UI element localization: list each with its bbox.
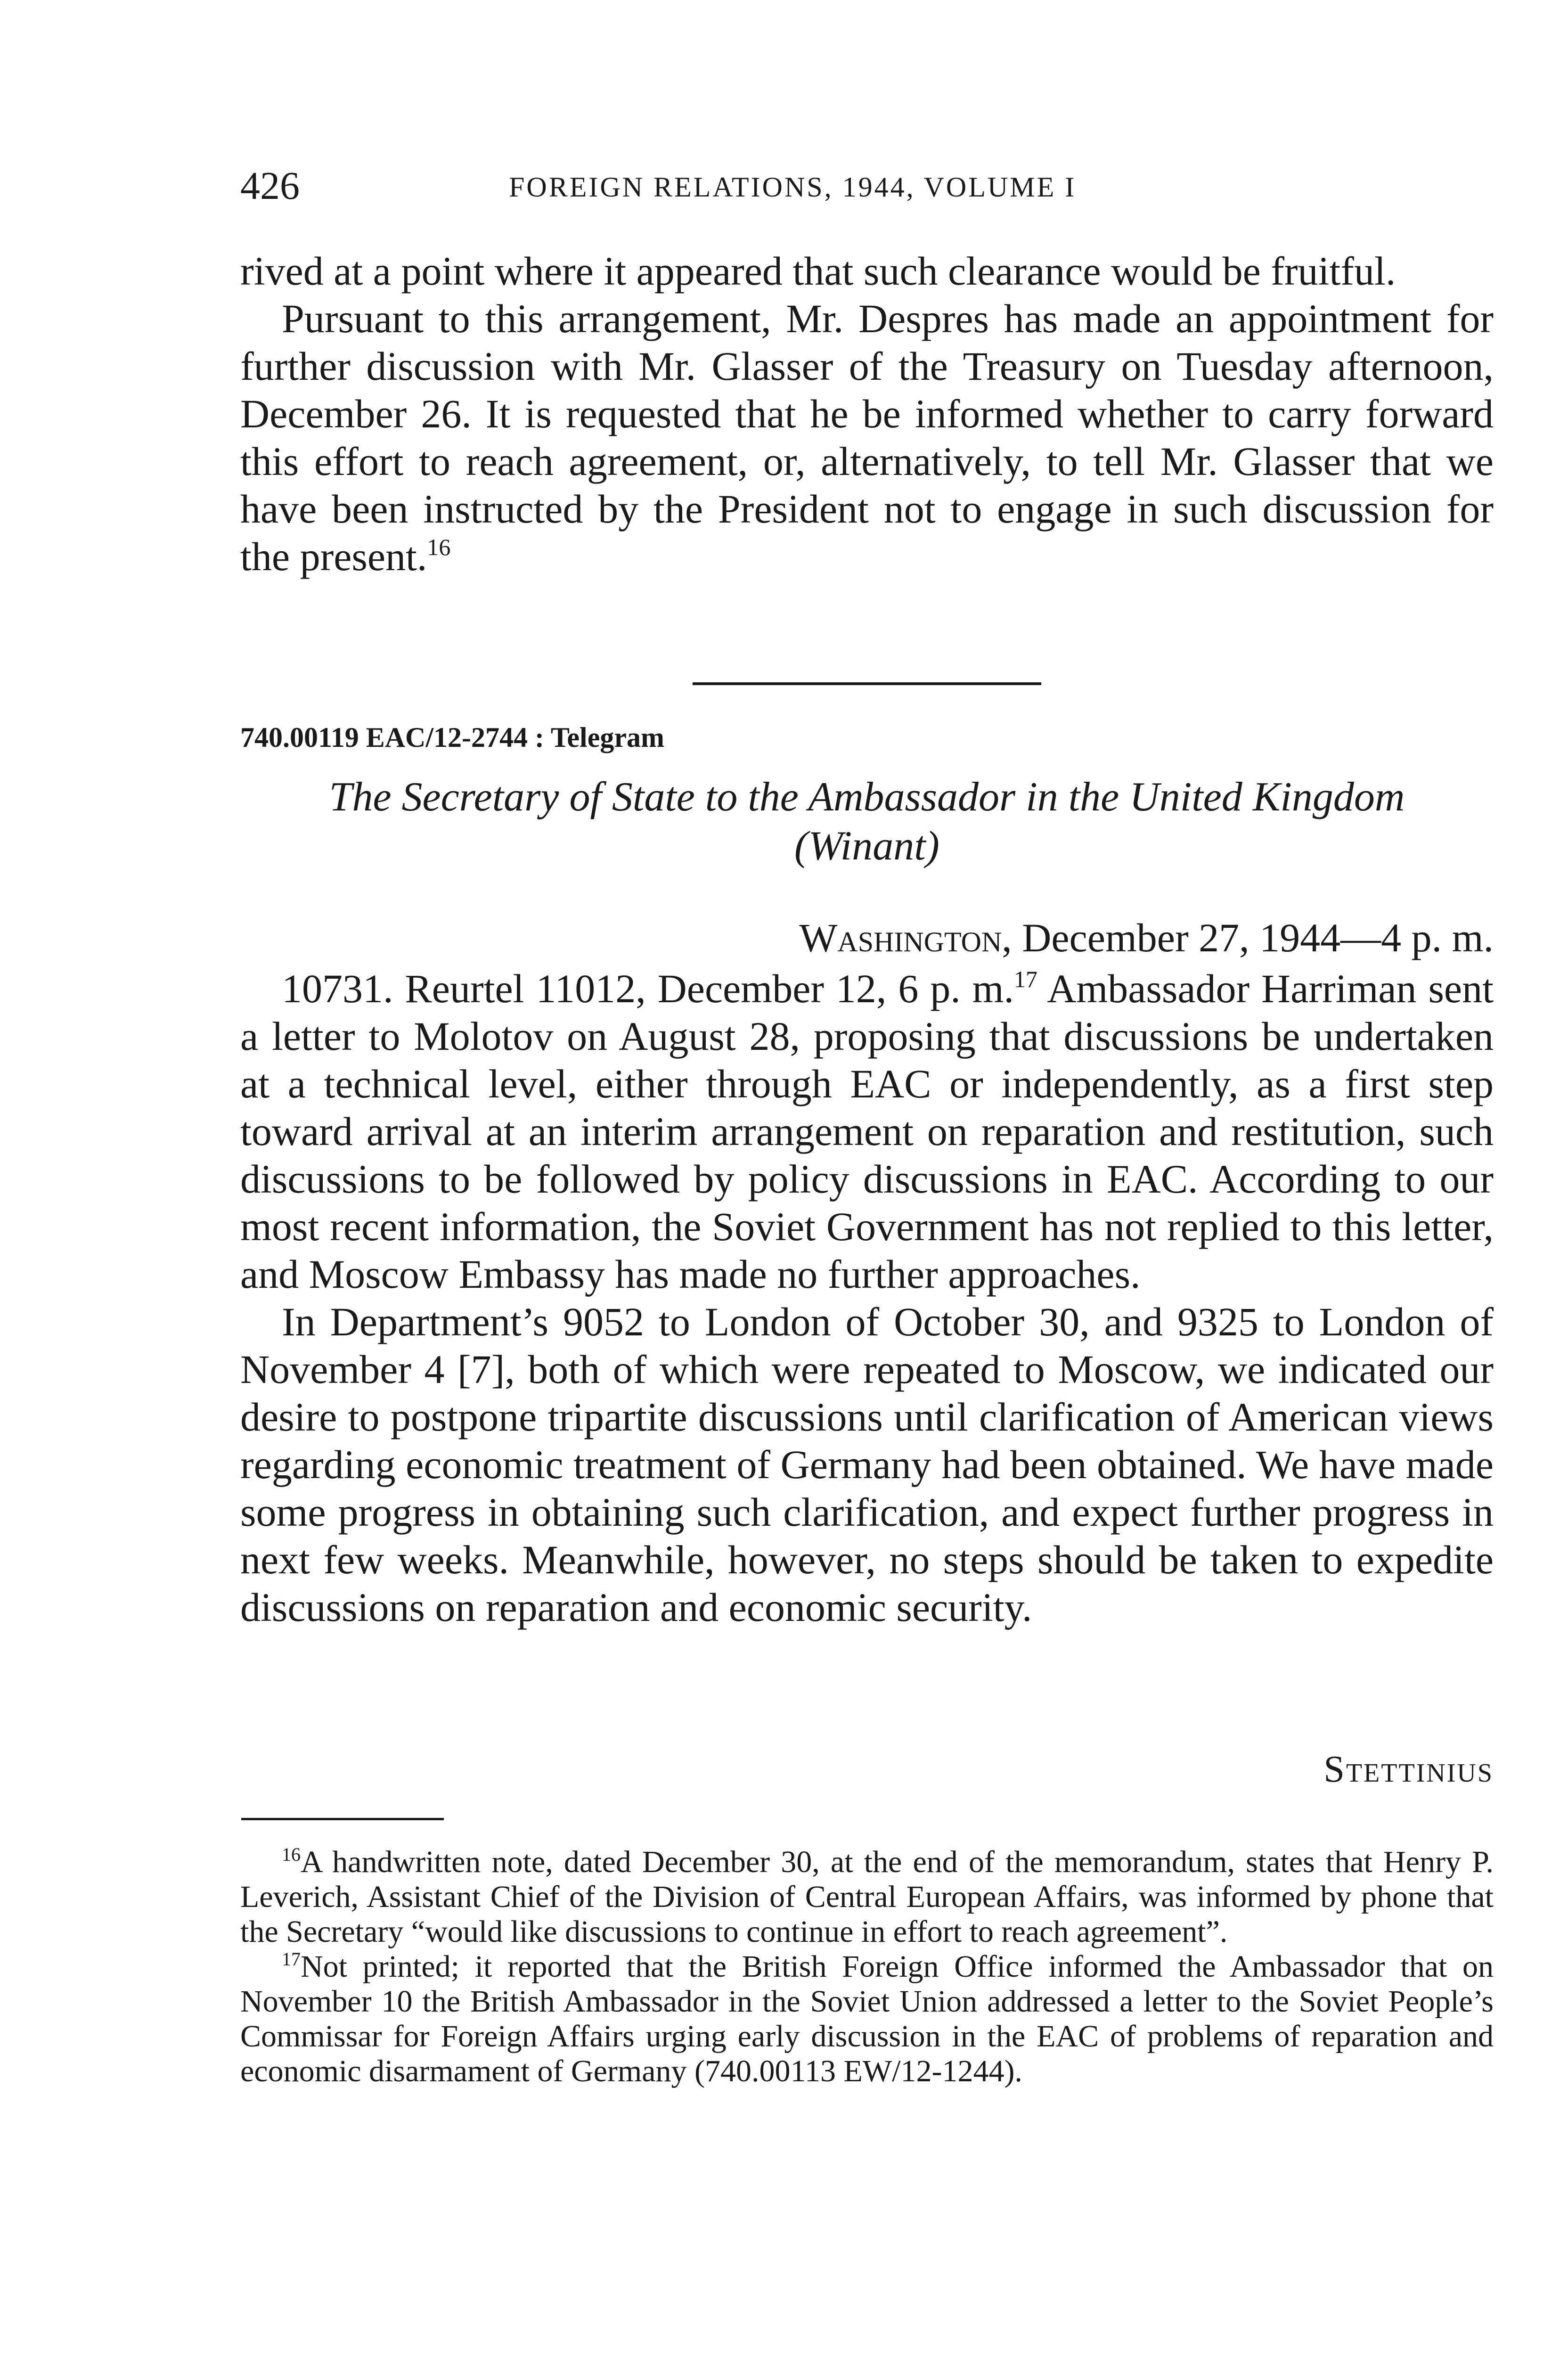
continuation-paragraph: rived at a point where it appeared that such clearance would be fruitful. xyxy=(240,248,1396,294)
pursuant-paragraph xyxy=(240,295,1494,581)
dateline-date: , December 27, 1944—4 p. m. xyxy=(1002,915,1494,960)
continuation-text xyxy=(240,247,1494,581)
footnote-number-16: 16 xyxy=(282,1844,301,1865)
telegram-body xyxy=(240,965,1494,1631)
footnote-17-text: Not printed; it reported that the British Foreign Office informed the Ambassador that on November 10 the British Ambassador in the Soviet Union addressed a letter to the Soviet People’s Commissar for Foreign Affairs urging early discussion in the EAC of problems of reparation and economic disarmament of Germany (740.00113 EW/12-1244). xyxy=(240,1949,1494,2088)
section-divider xyxy=(693,682,1041,685)
signature-block xyxy=(240,1746,1494,1793)
pursuant-text: Pursuant to this arrangement, Mr. Despres has made an appointment for further discussion with Mr. Glasser of the Treasury on Tuesday afternoon, December 26. It is requested that he be informed whether to carry forward this effort to reach agreement, or, alternatively, to tell Mr. Glasser that we have been instructed by the President not to engage in such discussion for the present. xyxy=(240,296,1494,579)
file-reference: 740.00119 EAC/12-2744 : Telegram xyxy=(240,722,664,753)
footnote-ref-17: 17 xyxy=(1014,966,1038,992)
footnotes xyxy=(240,1845,1494,2089)
running-head xyxy=(240,163,1494,214)
footnote-16-text: A handwritten note, dated December 30, at the end of the memorandum, states that Henry P. Leverich, Assistant Chief of the Division of Central European Affairs, was informed by phone that the Secretary “would like discussions to continue in effort to reach agreement”. xyxy=(240,1845,1494,1949)
document-header xyxy=(240,719,1494,756)
telegram-p1-rest: Ambassador Harriman sent a letter to Molotov on August 28, proposing that discussions be undertaken at a technical level, either through EAC or independently, as a first step toward arrival at an interim arrangement on reparation and restitution, such discussions to be followed by policy discussions in EAC. According to our most recent information, the Soviet Government has not replied to this letter, and Moscow Embassy has made no further approaches. xyxy=(240,966,1494,1297)
footnote-ref-16: 16 xyxy=(427,534,451,560)
heading-line-2: (Winant) xyxy=(794,823,939,869)
document-heading xyxy=(240,773,1494,871)
dateline xyxy=(240,914,1494,962)
page-number: 426 xyxy=(240,164,300,208)
signature: Stettinius xyxy=(1323,1749,1494,1790)
dateline-place: Washington xyxy=(799,915,1002,960)
heading-line-1: The Secretary of State to the Ambassador in the United Kingdom xyxy=(329,774,1405,820)
telegram-paragraph-1 xyxy=(240,965,1494,1298)
footnote-16 xyxy=(240,1845,1494,1949)
dateline-text xyxy=(240,914,1494,962)
running-title: FOREIGN RELATIONS, 1944, VOLUME I xyxy=(509,172,1077,203)
telegram-p1-start: 10731. Reurtel 11012, December 12, 6 p. m. xyxy=(282,966,1014,1011)
footnote-17 xyxy=(240,1949,1494,2089)
footnote-divider xyxy=(241,1818,444,1820)
telegram-paragraph-2: In Department’s 9052 to London of October 30, and 9325 to London of November 4 [7], both of which were repeated to Moscow, we indicated our desire to postpone tripartite discussions until clarification of American views regarding economic treatment of Germany had been obtained. We have made some progress in obtaining such clarification, and expect further progress in next few weeks. Meanwhile, however, no steps should be taken to expedite discussions on reparation and economic security. xyxy=(240,1299,1494,1630)
footnote-number-17: 17 xyxy=(282,1948,301,1970)
